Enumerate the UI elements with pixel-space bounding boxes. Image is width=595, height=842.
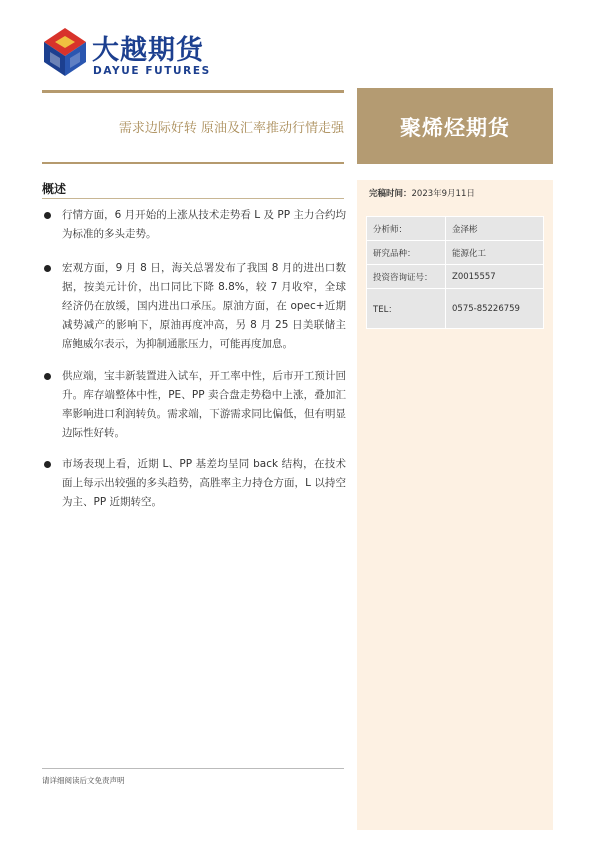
summary-bullet-text: 市场表现上看，近期 L、PP 基差均呈同 back 结构，在技术面上每示出较强的多头趋势，高胜率主力持仓方面，L 以持空为主、PP 近期转空。 [62, 458, 346, 508]
info-key: 分析师： [367, 217, 446, 241]
summary-bullet [42, 259, 346, 354]
info-value: 金泽彬 [446, 217, 544, 241]
summary-bullet-text: 供应端，宝丰新装置进入试车，开工率中性，后市开工预计回升。库存端整体中性，PE、PP 卖合盘走势稳中上涨，叠加汇率影响进口利润转负。需求端，下游需求同比偏低，但有明显边际性好转。 [62, 370, 346, 439]
info-row [367, 289, 544, 329]
summary-list [42, 206, 346, 512]
bullet-dot-icon [44, 265, 51, 272]
summary-bullet [42, 455, 346, 512]
report-title: 需求边际好转 原油及汇率推动行情走强 [118, 121, 344, 136]
bullet-dot-icon [44, 461, 51, 468]
summary-bullet-text: 行情方面，6 月开始的上涨从技术走势看 L 及 PP 主力合约均为标准的多头走势。 [62, 209, 346, 240]
title-band-bottom-rule [42, 162, 344, 164]
footer-divider [42, 768, 344, 769]
info-row [367, 217, 544, 241]
category-box [357, 88, 553, 164]
company-logo [42, 26, 212, 82]
side-panel [357, 180, 553, 830]
summary-bullet-text: 宏观方面，9 月 8 日，海关总署发布了我国 8 月的进出口数据，按美元计价，出口同比下降 8.8%，较 7 月收窄，全球经济仍在放缓，国内进出口承压。原油方面，在 opec+近期减势减产的影响下，原油再度冲高，另 8 月 25 日美联储主席鲍威尔表示，为抑制通胀压力，可能再度加息。 [62, 262, 346, 350]
summary-divider [42, 198, 344, 199]
disclaimer-note: 请详细阅读后文免责声明 [42, 776, 125, 785]
bullet-dot-icon [44, 212, 51, 219]
info-value: 0575-85226759 [446, 289, 544, 329]
bullet-dot-icon [44, 373, 51, 380]
title-band-top-rule [42, 90, 344, 93]
analyst-info-table [366, 216, 544, 329]
info-value: 能源化工 [446, 241, 544, 265]
brand-name-en: DAYUE FUTURES [93, 65, 211, 77]
info-key: TEL： [367, 289, 446, 329]
info-row [367, 241, 544, 265]
brand-name-cn: 大越期货 [92, 35, 204, 66]
completion-date [369, 187, 475, 199]
summary-heading: 概述 [42, 182, 67, 196]
info-key: 研究品种： [367, 241, 446, 265]
summary-bullet [42, 206, 346, 244]
completion-date-label: 完稿时间： [369, 189, 412, 199]
completion-date-value: 2023年9月11日 [411, 189, 475, 199]
logo-emblem-icon [42, 26, 88, 78]
info-row [367, 265, 544, 289]
info-key: 投资咨询证号： [367, 265, 446, 289]
info-value: Z0015557 [446, 265, 544, 289]
summary-bullet [42, 367, 346, 443]
category-label: 聚烯烃期货 [400, 116, 510, 140]
